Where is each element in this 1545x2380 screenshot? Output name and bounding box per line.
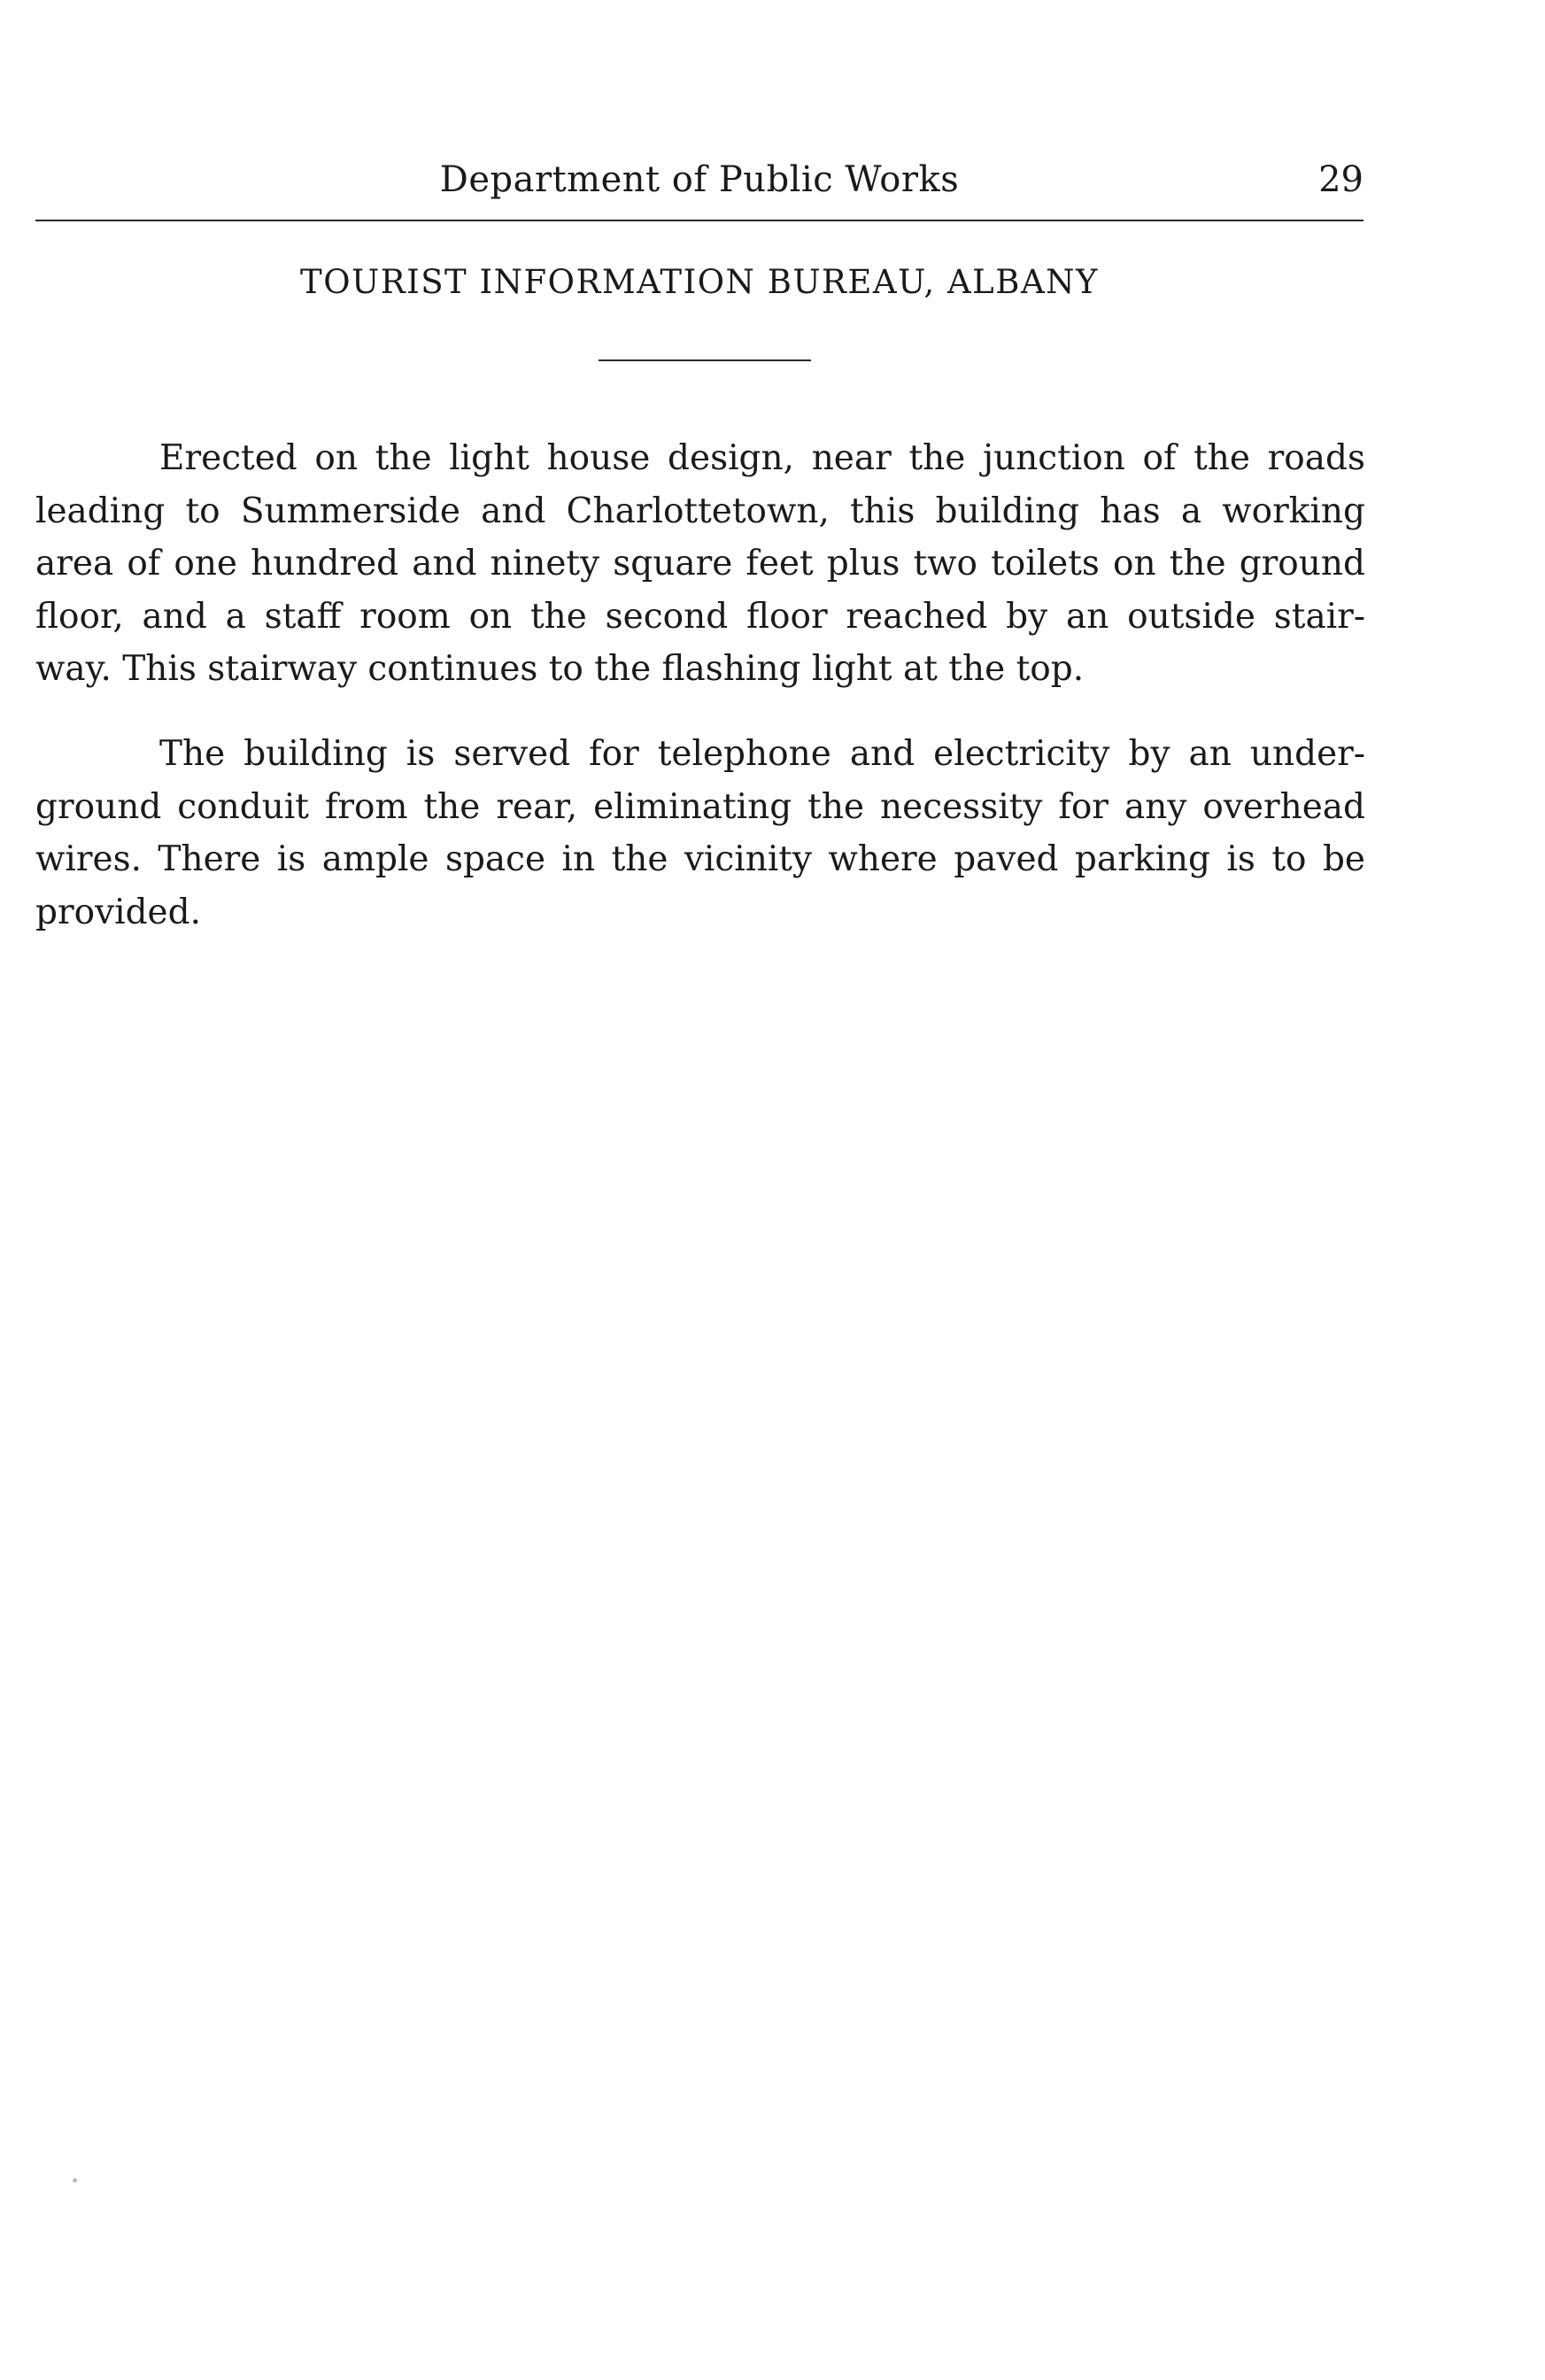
paragraph-line: area of one hundred and ninety square feet plus two toilets on the ground <box>35 544 1365 583</box>
paragraph-line: floor, and a staff room on the second floor reached by an outside stair- <box>35 596 1365 637</box>
section-title: TOURIST INFORMATION BUREAU, ALBANY <box>300 263 1099 301</box>
title-divider <box>599 359 811 361</box>
paragraph-line: way. This stairway continues to the flashing light at the top. <box>35 649 1085 689</box>
paragraph-1 <box>35 432 1365 696</box>
scan-speck <box>73 2178 77 2183</box>
paragraph-line: provided. <box>35 892 202 932</box>
running-head <box>35 158 1363 211</box>
page-number: 29 <box>1318 159 1363 200</box>
paragraph-line: wires. There is ample space in the vicinity where paved parking is to be <box>35 839 1365 879</box>
paragraph-line: ground conduit from the rear, eliminating the necessity for any overhead <box>35 786 1365 827</box>
paragraph-line: Erected on the light house design, near the junction of the roads <box>159 438 1365 478</box>
paragraph-line: leading to Summerside and Charlottetown, this building has a working <box>35 491 1365 531</box>
running-title: Department of Public Works <box>439 159 960 200</box>
header-rule <box>35 220 1363 221</box>
paragraph-line: The building is served for telephone and electricity by an under- <box>159 734 1365 774</box>
paragraph-2 <box>35 728 1365 939</box>
